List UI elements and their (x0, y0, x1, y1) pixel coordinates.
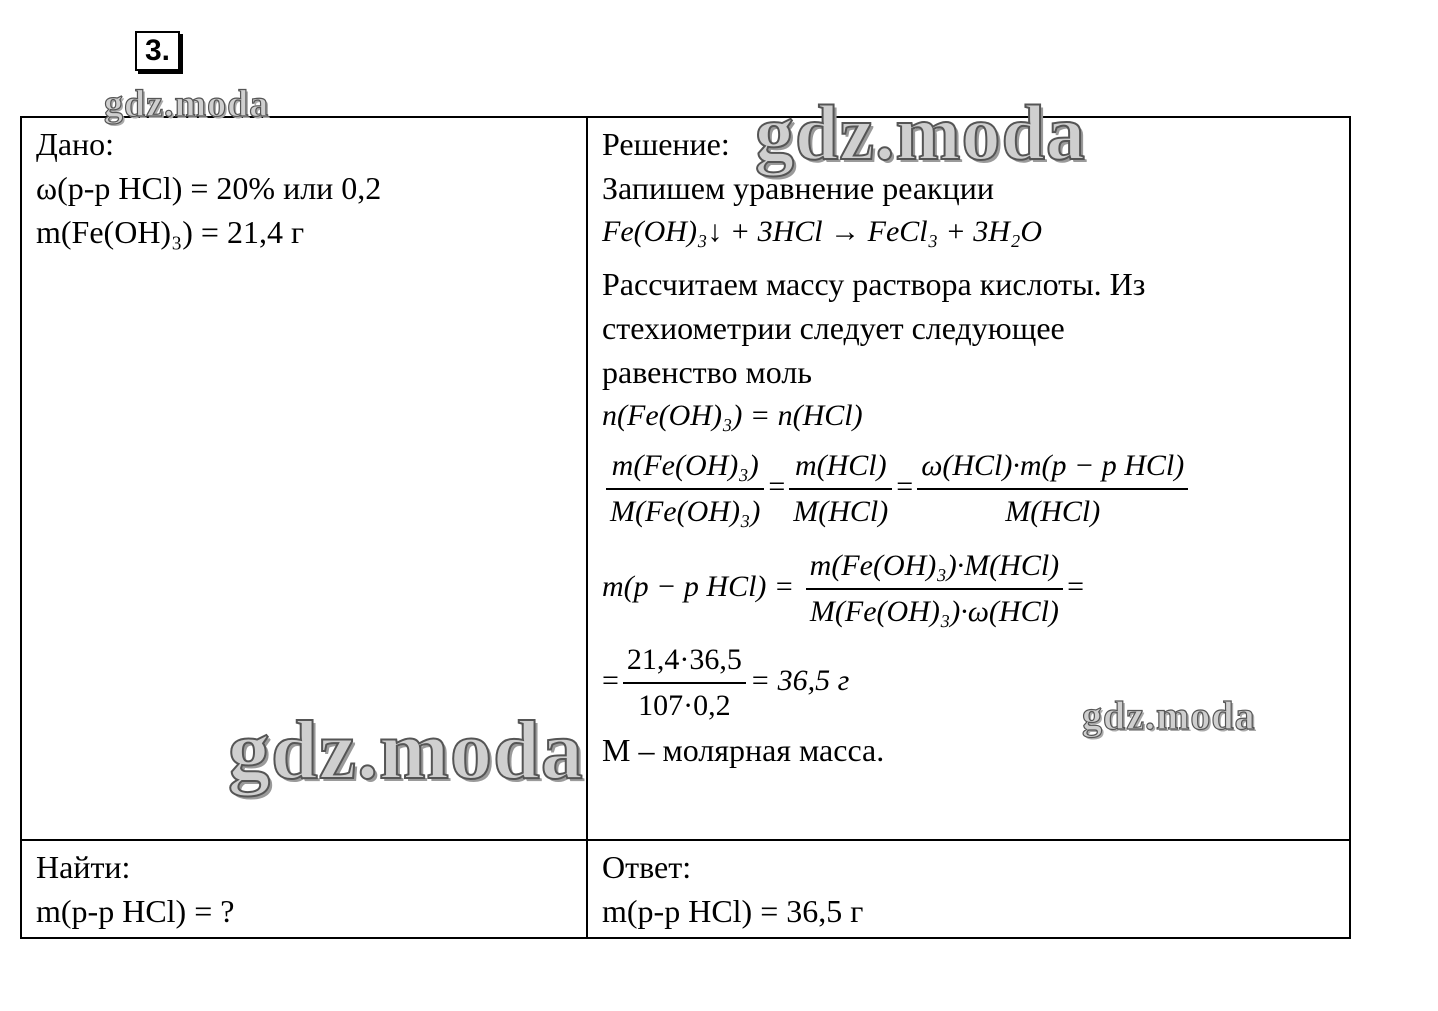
equals-sign-1: = (768, 469, 786, 503)
fraction-5 (623, 638, 746, 728)
watermark-bottom-center: gdz.moda (228, 704, 584, 797)
molar-mass-note: M – молярная масса. (602, 732, 885, 768)
solution-mass-formula (602, 544, 1335, 634)
find-target: m(р-р HCl) = ? (36, 893, 235, 929)
reaction-equation: Fe(OH)₃↓ + 3HCl → FeCl₃ + 3H₂O (602, 215, 1043, 248)
solution-intro: Запишем уравнение реакции (602, 170, 994, 206)
task-table (20, 116, 1351, 939)
given-header: Дано: (36, 126, 115, 162)
fraction-1-numerator: m(Fe(OH)₃) (606, 444, 764, 490)
fraction-2 (789, 444, 892, 534)
find-cell (21, 840, 587, 938)
solution-header: Решение: (602, 126, 730, 162)
fraction-5-numerator: 21,4·36,5 (623, 638, 746, 684)
equals-sign-2: = (896, 469, 914, 503)
solution-text-1: Рассчитаем массу раствора кислоты. Из (602, 266, 1146, 302)
solution-text-3: равенство моль (602, 354, 812, 390)
fraction-3 (917, 444, 1188, 534)
fraction-4-numerator: m(Fe(OH)₃)·M(HCl) (806, 544, 1064, 590)
fraction-3-numerator: ω(HCl)·m(p − p HCl) (917, 444, 1188, 490)
bottom-row (21, 840, 1350, 938)
watermark-top-center: gdz.moda (755, 89, 1086, 176)
fraction-3-denominator: M(HCl) (1005, 495, 1101, 528)
fraction-2-numerator: m(HCl) (789, 444, 892, 490)
fraction-2-denominator: M(HCl) (793, 495, 889, 528)
equals-sign-3: = (1067, 569, 1085, 603)
fraction-4 (806, 544, 1064, 634)
task-number: 3. (135, 31, 180, 71)
calculation-result: = 36,5 г (749, 663, 850, 697)
watermark-top-left: gdz.moda (104, 83, 270, 125)
find-header: Найти: (36, 849, 131, 885)
given-mass-fraction: ω(р-р HCl) = 20% или 0,2 (36, 170, 382, 206)
watermark-right: gdz.moda (1082, 693, 1256, 738)
answer-header: Ответ: (602, 849, 692, 885)
answer-value: m(р-р HCl) = 36,5 г (602, 893, 864, 929)
fraction-1-denominator: M(Fe(OH)₃) (610, 495, 761, 528)
given-hydroxide-mass: m(Fe(OH)₃) = 21,4 г (36, 214, 305, 250)
answer-cell (587, 840, 1350, 938)
mole-equality: n(Fe(OH)₃) = n(HCl) (602, 399, 863, 432)
fraction-5-denominator: 107·0,2 (638, 689, 731, 722)
fraction-1 (606, 444, 764, 534)
fraction-4-denominator: M(Fe(OH)₃)·ω(HCl) (809, 595, 1059, 628)
solution-mass-lhs: m(p − p HCl) = (602, 569, 795, 603)
solution-text-2: стехиометрии следует следующее (602, 310, 1065, 346)
equals-sign-4: = (602, 663, 619, 697)
fraction-equality (602, 444, 1335, 534)
